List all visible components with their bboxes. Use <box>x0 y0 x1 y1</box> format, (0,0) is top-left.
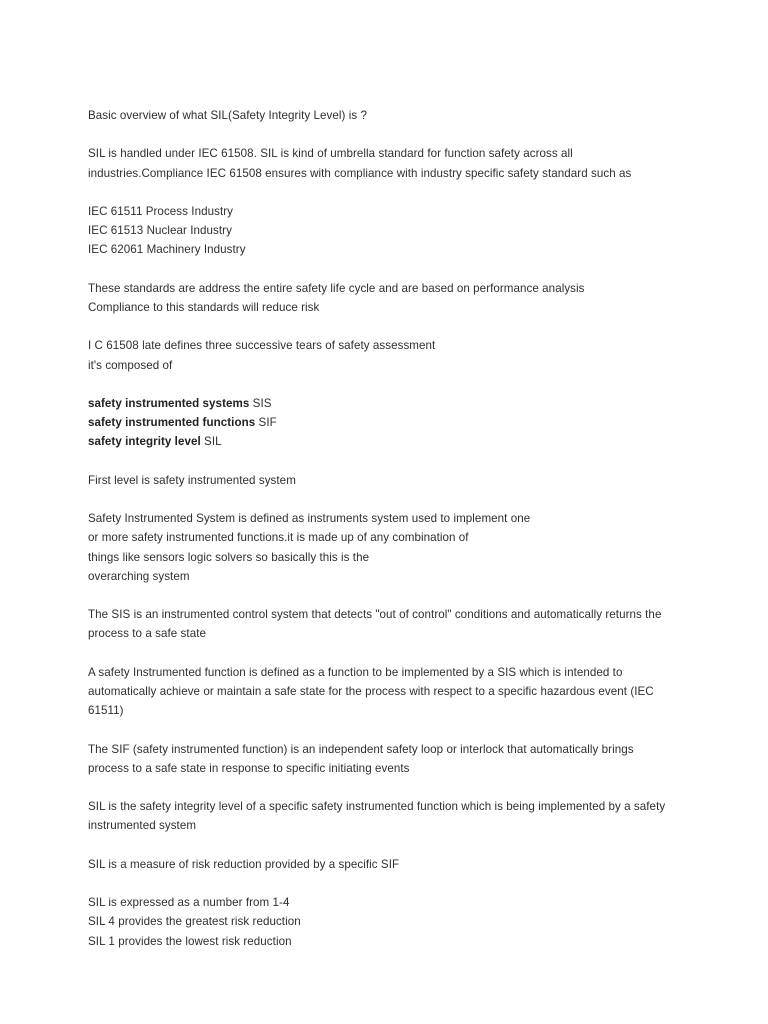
sil-range-line: SIL is expressed as a number from 1-4 <box>88 896 290 910</box>
term-sis-abbr: SIS <box>249 396 272 410</box>
sif-loop-paragraph: The SIF (safety instrumented function) is an independent safety loop or interlock that automatically brings process to a safe state in response to specific initiating events <box>88 742 637 775</box>
sis-control-paragraph: The SIS is an instrumented control system that detects "out of control" conditions and automatically returns the process to a safe state <box>88 608 665 641</box>
sil-1-line: SIL 1 provides the lowest risk reduction <box>88 934 292 948</box>
term-sil-bold: safety integrity level <box>88 435 201 449</box>
term-sif <box>88 413 676 432</box>
sil-4-line: SIL 4 provides the greatest risk reduction <box>88 915 301 929</box>
tiers-line-2: it's composed of <box>88 358 173 372</box>
intro-paragraph: SIL is handled under IEC 61508. SIL is kind of umbrella standard for function safety across all industries.Compliance IEC 61508 ensures with compliance with industry specific safety standard such as <box>88 147 632 180</box>
term-sil <box>88 432 676 451</box>
term-sif-abbr: SIF <box>255 416 277 430</box>
standard-iec-61511: IEC 61511 Process Industry <box>88 204 233 218</box>
tiers-line-1: I C 61508 late defines three successive tears of safety assessment <box>88 339 436 353</box>
lifecycle-line-2: Compliance to this standards will reduce risk <box>88 300 320 314</box>
sif-definition-paragraph: A safety Instrumented function is defined as a function to be implemented by a SIS which is intended to automatically achieve or maintain a safe state for the process with respect to a specific hazardous event (IEC 61511) <box>88 665 658 718</box>
standard-iec-62061: IEC 62061 Machinery Industry <box>88 243 246 257</box>
document-text-body <box>88 106 676 951</box>
standard-iec-61513: IEC 61513 Nuclear Industry <box>88 224 232 238</box>
sil-measure-paragraph: SIL is a measure of risk reduction provided by a specific SIF <box>88 857 400 871</box>
sis-definition-line-3: things like sensors logic solvers so basically this is the <box>88 550 370 564</box>
sis-definition-line-4: overarching system <box>88 569 190 583</box>
term-sif-bold: safety instrumented functions <box>88 416 256 430</box>
sil-definition-paragraph: SIL is the safety integrity level of a specific safety instrumented function which is being implemented by a safety instrumented system <box>88 800 669 833</box>
sis-definition-line-1: Safety Instrumented System is defined as instruments system used to implement one <box>88 512 531 526</box>
term-sis <box>88 394 676 413</box>
lifecycle-line-1: These standards are address the entire safety life cycle and are based on performance analysis <box>88 281 585 295</box>
term-sis-bold: safety instrumented systems <box>88 396 250 410</box>
sis-definition-line-2: or more safety instrumented functions.it is made up of any combination of <box>88 531 469 545</box>
title-question: Basic overview of what SIL(Safety Integrity Level) is ? <box>88 109 367 122</box>
term-sil-abbr: SIL <box>200 435 222 449</box>
first-level-line: First level is safety instrumented system <box>88 473 296 487</box>
